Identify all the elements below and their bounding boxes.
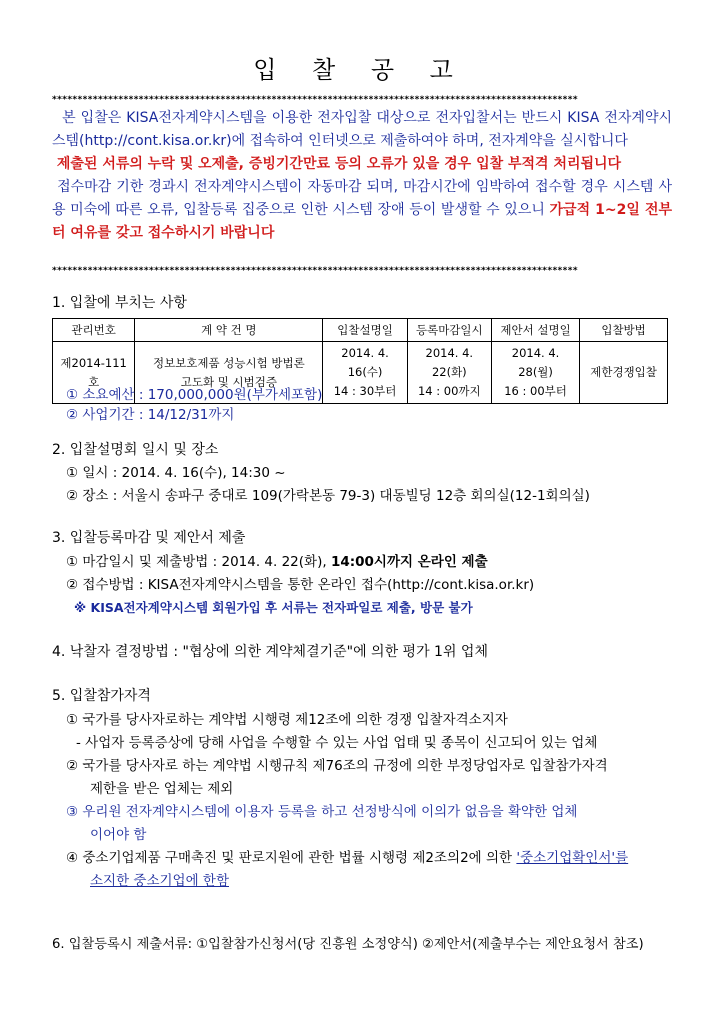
notice-paragraph-2: 제출된 서류의 누락 및 오제출, 증빙기간만료 등의 오류가 있을 경우 입찰 부적격 처리됩니다 xyxy=(56,156,622,172)
notice-box xyxy=(52,107,672,245)
section-2-heading: 2. 입찰설명회 일시 및 장소 xyxy=(52,442,219,458)
table-header-row xyxy=(53,319,668,342)
qualification-1: ① 국가를 당사자로하는 계약법 시행령 제12조에 의한 경쟁 입찰자격소지자 xyxy=(66,712,508,728)
notice-paragraph-3: 접수마감 기한 경과시 전자계약시스템이 자동마감 되며, 마감시간에 임박하여 접수할 경우 시스템 사용 미숙에 따른 오류, 입찰등록 집중으로 인한 시스템 장애 등이 발생할 수 있으니 가급적 1~2일 전부터 여유를 갖고 접수하시기 바랍니다 xyxy=(52,179,672,241)
separator-bottom: ******************************************************************************************************* xyxy=(52,266,578,276)
cell-name: 정보보호제품 성능시험 방법론 고도화 및 시범검증 xyxy=(135,342,323,404)
deadline-emphasis: 14:00시까지 온라인 제출 xyxy=(330,554,488,570)
section-1-heading: 1. 입찰에 부치는 사항 xyxy=(52,295,187,311)
sme-certificate-text: '중소기업확인서'를 xyxy=(516,850,629,866)
cell-proposal: 2014. 4. 28(월) 16 : 00부터 xyxy=(491,342,579,404)
document-title: 입 찰 공 고 xyxy=(253,56,467,84)
cell-briefing: 2014. 4. 16(수) 14 : 30부터 xyxy=(323,342,407,404)
separator-top: ******************************************************************************************************* xyxy=(52,95,578,105)
col-header-proposal: 제안서 설명일 xyxy=(491,319,579,342)
section-4-heading: 4. 낙찰자 결정방법 : "협상에 의한 계약체결기준"에 의한 평가 1위 업체 xyxy=(52,644,488,660)
col-header-registration: 등록마감일시 xyxy=(407,319,491,342)
budget-line: ① 소요예산 : 170,000,000원(부가세포함) xyxy=(66,387,323,403)
section-5-heading: 5. 입찰참가자격 xyxy=(52,688,151,704)
col-header-method: 입찰방법 xyxy=(580,319,668,342)
section-3-heading: 3. 입찰등록마감 및 제안서 제출 xyxy=(52,530,246,546)
submission-method-line: ② 접수방법 : KISA전자계약시스템을 통한 온라인 접수(http://cont.kisa.or.kr) xyxy=(66,577,535,593)
qualification-2: ② 국가를 당사자로 하는 계약법 시행규칙 제76조의 규정에 의한 부정당업자로 입찰참가자격 xyxy=(66,758,608,774)
period-line: ② 사업기간 : 14/12/31까지 xyxy=(66,407,235,423)
qualification-2-cont: 제한을 받은 업체는 제외 xyxy=(90,781,234,797)
qualification-4: ④ 중소기업제품 구매촉진 및 판로지원에 관한 법률 시행령 제2조의2에 의한 '중소기업확인서'를 xyxy=(66,850,629,866)
qualification-3-cont: 이어야 함 xyxy=(90,827,147,843)
qualification-1-sub: - 사업자 등록증상에 당해 사업을 수행할 수 있는 사업 업태 및 종목이 신고되어 있는 업체 xyxy=(76,735,598,751)
briefing-location: ② 장소 : 서울시 송파구 중대로 109(가락본동 79-3) 대동빌딩 12층 회의실(12-1회의실) xyxy=(66,488,590,504)
submission-note: ※ KISA전자계약시스템 회원가입 후 서류는 전자파일로 제출, 방문 불가 xyxy=(74,600,473,615)
notice-paragraph-1: 본 입찰은 KISA전자계약시스템을 이용한 전자입찰 대상으로 전자입찰서는 반드시 KISA 전자계약시스템(http://cont.kisa.or.kr)에 접속하여 인터넷으로 제출하여야 하며, 전자계약을 실시합니다 xyxy=(52,110,672,149)
col-header-briefing: 입찰설명일 xyxy=(323,319,407,342)
qualification-4-cont: 소지한 중소기업에 한함 xyxy=(90,873,229,889)
deadline-line: ① 마감일시 및 제출방법 : 2014. 4. 22(화), 14:00시까지 온라인 제출 xyxy=(66,554,488,570)
briefing-datetime: ① 일시 : 2014. 4. 16(수), 14:30 ~ xyxy=(66,465,286,481)
cell-id: 제2014-111호 xyxy=(53,342,135,404)
qualification-3: ③ 우리원 전자계약시스템에 이용자 등록을 하고 선정방식에 이의가 없음을 확약한 업체 xyxy=(66,804,578,820)
cell-method: 제한경쟁입찰 xyxy=(580,342,668,404)
cell-registration: 2014. 4. 22(화) 14 : 00까지 xyxy=(407,342,491,404)
col-header-name: 계 약 건 명 xyxy=(135,319,323,342)
section-6-heading: 6. 입찰등록시 제출서류: ①입찰참가신청서(당 진흥원 소정양식) ②제안서(제출부수는 제안요청서 참조) xyxy=(52,937,644,952)
notice-emphasis: 가급적 1~2일 전부터 여유를 갖고 접수하시기 바랍니다 xyxy=(52,202,672,241)
col-header-id: 관리번호 xyxy=(53,319,135,342)
